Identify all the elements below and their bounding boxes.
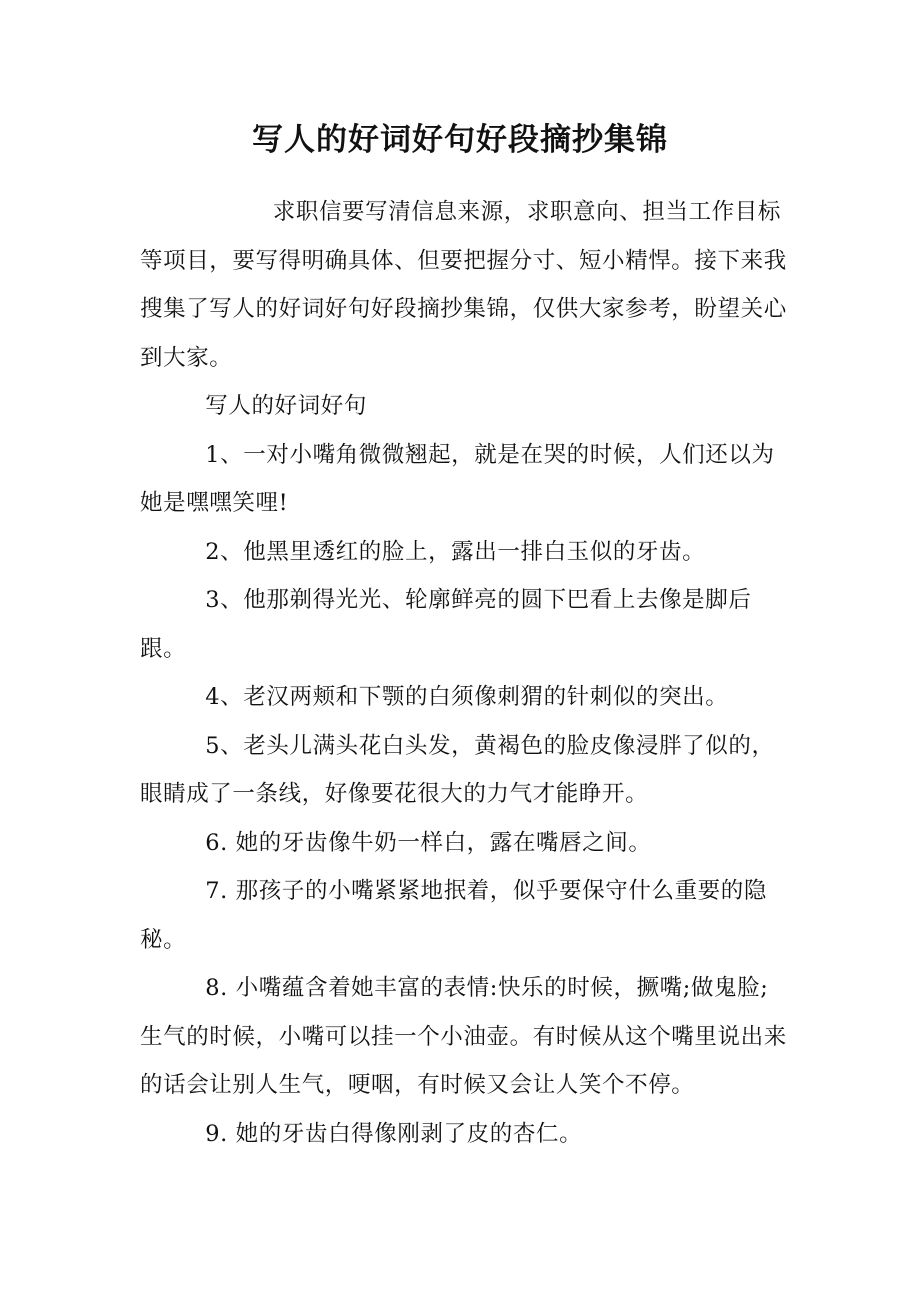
sentence-item-1: 1、一对小嘴角微微翘起，就是在哭的时候，人们还以为她是嘿嘿笑哩! xyxy=(140,441,775,516)
sentence-item-3: 3、他那剃得光光、轮廓鲜亮的圆下巴看上去像是脚后跟。 xyxy=(140,587,752,662)
document-title: 写人的好词好句好段摘抄集锦 xyxy=(252,122,668,158)
sentence-item-5: 5、老头儿满头花白头发，黄褐色的脸皮像浸胖了似的，眼睛成了一条线，好像要花很大的力气才能睁开。 xyxy=(140,732,775,807)
sentence-item-4: 4、老汉两颊和下颚的白须像刺猬的针刺似的突出。 xyxy=(205,684,729,710)
sentence-item-7: 7. 那孩子的小嘴紧紧地抿着，似乎要保守什么重要的隐秘。 xyxy=(140,878,767,953)
sentence-item-8: 8. 小嘴蕴含着她丰富的表情:快乐的时候，撅嘴;做鬼脸;生气的时候，小嘴可以挂一个小油壶。有时候从这个嘴里说出来的话会让别人生气，哽咽，有时候又会让人笑个不停。 xyxy=(140,975,787,1098)
sentence-item-9: 9. 她的牙齿白得像刚剥了皮的杏仁。 xyxy=(205,1120,583,1147)
document-body xyxy=(140,188,790,1158)
intro-paragraph: 求职信要写清信息来源，求职意向、担当工作目标等项目，要写得明确具体、但要把握分寸、短小精悍。接下来我搜集了写人的好词好句好段摘抄集锦，仅供大家参考，盼望关心到大家。 xyxy=(140,199,787,371)
section-heading: 写人的好词好句 xyxy=(205,393,367,419)
sentence-item-2: 2、他黑里透红的脸上，露出一排白玉似的牙齿。 xyxy=(205,538,706,565)
sentence-item-6: 6. 她的牙齿像牛奶一样白，露在嘴唇之间。 xyxy=(205,829,652,856)
